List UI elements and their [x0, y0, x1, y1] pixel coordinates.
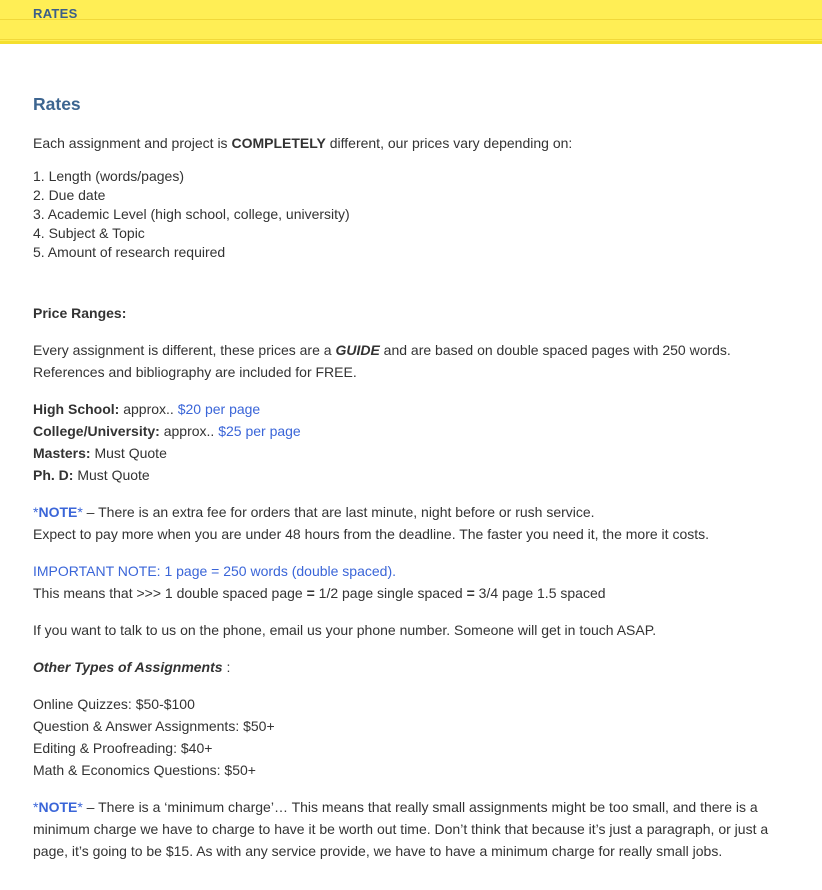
list-item: 2. Due date	[33, 187, 106, 203]
guide-emphasis: GUIDE	[335, 342, 380, 358]
price-college: College/University: approx.. $25 per page	[33, 423, 301, 439]
other-types-heading: Other Types of Assignments :	[33, 659, 231, 675]
note-label: NOTE	[38, 799, 78, 815]
price-ranges-description: Every assignment is different, these prices are a GUIDE and are based on double spaced pages with 250 words. References and bibliography are included for FREE.	[33, 342, 731, 380]
intro-emphasis: COMPLETELY	[231, 135, 326, 151]
rates-header-bar	[0, 0, 822, 44]
other-types-list	[33, 693, 803, 781]
phone-contact-text: If you want to talk to us on the phone, email us your phone number. Someone will get in touch ASAP.	[33, 622, 657, 638]
price-phd: Ph. D: Must Quote	[33, 467, 150, 483]
price-levels	[33, 398, 803, 486]
rates-content	[33, 90, 803, 862]
rush-fee-note: *NOTE* – There is an extra fee for orders that are last minute, night before or rush service. Expect to pay more when you are under 48 hours from the deadline. The faster you need it, the more it costs.	[33, 504, 710, 542]
list-item: 3. Academic Level (high school, college, university)	[33, 206, 350, 222]
pricing-factors-list	[33, 167, 803, 262]
list-item: 1. Length (words/pages)	[33, 168, 184, 184]
price-high-school: High School: approx.. $20 per page	[33, 401, 261, 417]
price-value: $25 per page	[218, 423, 301, 439]
list-item: 4. Subject & Topic	[33, 225, 145, 241]
minimum-charge-note: *NOTE* – There is a ‘minimum charge’… This means that really small assignments might be too small, and there is a minimum charge we have to charge to have it be worth out time. Don’t think that because it’s just a paragraph, or just a page, it’s going to be $15. As with any service provide, we have to have a minimum charge for really small jobs.	[33, 799, 769, 859]
price-value: $20 per page	[177, 401, 261, 417]
list-item: Math & Economics Questions: $50+	[33, 762, 256, 778]
list-item: Question & Answer Assignments: $50+	[33, 718, 275, 734]
important-note-title: IMPORTANT NOTE: 1 page = 250 words (double spaced).	[33, 563, 397, 579]
header-title: RATES	[33, 6, 78, 21]
price-masters: Masters: Must Quote	[33, 445, 167, 461]
list-item: Online Quizzes: $50-$100	[33, 696, 195, 712]
page-title: Rates	[33, 94, 81, 114]
list-item: 5. Amount of research required	[33, 244, 226, 260]
important-note: IMPORTANT NOTE: 1 page = 250 words (double spaced). This means that >>> 1 double spaced page = 1/2 page single spaced = 3/4 page 1.5 spaced	[33, 560, 803, 604]
note-label: NOTE	[38, 504, 78, 520]
price-ranges-heading: Price Ranges:	[33, 305, 127, 321]
list-item: Editing & Proofreading: $40+	[33, 740, 213, 756]
intro-text: Each assignment and project is COMPLETELY different, our prices vary depending on:	[33, 135, 573, 151]
